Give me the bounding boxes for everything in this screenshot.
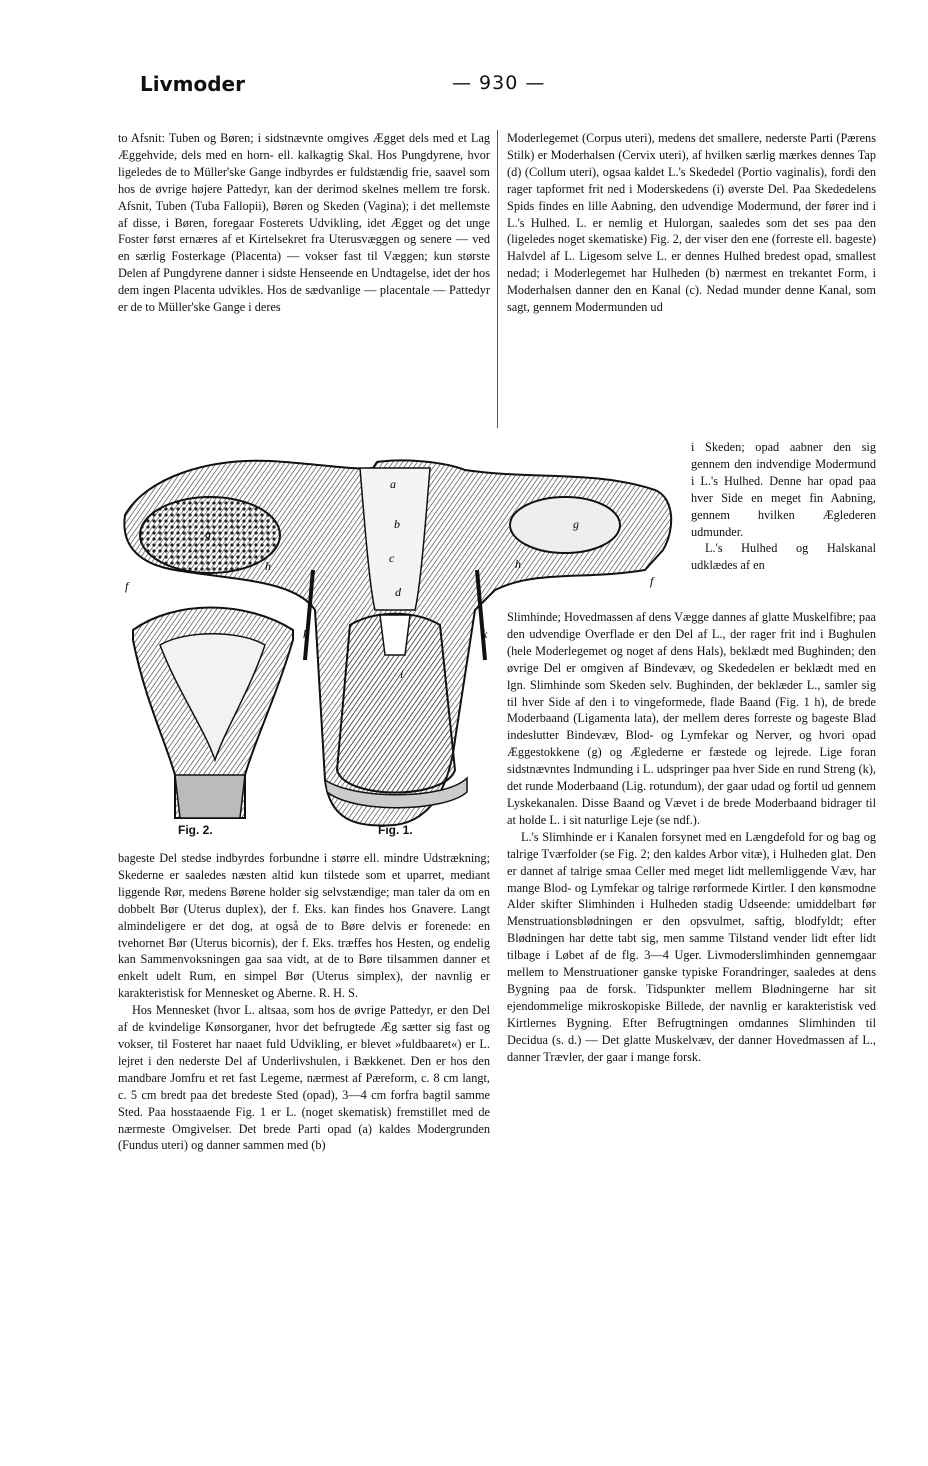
page-number: — 930 — <box>452 72 546 94</box>
paragraph: Hos Mennesket (hvor L. altsaa, som hos de øvrige Pattedyr, er den Del af de kvindelige Kønsorganer, hvor det befrugtede Æg sætter sig fast og vokser, til Fosteret har naaet fuld Udvikling, er blevet »fuldbaaret«) er L. lejret i den nederste Del af Underlivshulen, i Bækkenet. Den er hos den mandbare Jomfru et ret fast Legeme, nærmest af Pæreform, c. 8 cm langt, c. 5 cm bredt paa det bredeste Sted (opad), 3—4 cm forfra bagtil samme Sted. Paa hosstaaende Fig. 1 er L. (noget skematisk) fremstillet med de nærmeste Omgivelser. Det brede Parti opad (a) kaldes Modergrunden (Fundus uteri) og danner sammen med (b) <box>118 1003 490 1153</box>
paragraph: Moderlegemet (Corpus uteri), medens det smallere, nederste Parti (Pærens Stilk) er Moderhalsen (Cervix uteri), af hvilken særlig mærkes dennes Tap (d) (Collum uteri), ogsaa kaldet L.'s Skededel (Portio vaginalis), fordi den rager tapformet frit ned i Moderskedens (i) øverste Del. Paa Skededelens Spids findes en lille Aabning, den udvendige Modermund, der fører ind i L.'s Hulhed. L. er nemlig et Hulorgan, saaledes som det ses paa den (ligeledes noget skematiske) Fig. 2, der viser den ene (forreste ell. bageste) Halvdel af L. Ligesom selve L. er dennes Hulhed bredest opad, smallest nedad; i Moderlegemet har Hulheden (b) nærmest en trekantet Form, i Moderhalsen danner den en Kanal (c). Nedad munder denne Kanal, som sagt, gennem Modermunden ud <box>507 131 876 315</box>
paragraph: to Afsnit: Tuben og Børen; i sidstnævnte omgives Ægget dels med et Lag Æggehvide, dels med en horn- ell. kalkagtig Skal. Hos Pungdyrene, hvor ligeledes de to Müller'ske Gange indbyrdes er fuldstændig frie, saavel som hos de øvrige højere Pattedyr, kan der derimod skelnes mellem tre forsk. Afsnit, Tuben (Tuba Fallopii), Børen og Skeden (Vagina); i det mellemste af disse, i Børen, foregaar Fosterets Udvikling, idet Ægget og det unge Foster først ernæres af et Kirtelsekret fra Uterusvæggen og senere — ved en særlig Fosterkage (Placenta) — vokser fast til Væggen; kun største Delen af Pungdyrene danner i sidste Henseende en Undtagelse, idet der hos dem ingen Placenta udvikles. Hos de sædvanlige — placentale — Pattedyr er de to Müller'ske Gange i deres <box>118 131 490 315</box>
label-h-left: h <box>265 559 271 573</box>
paragraph: i Skeden; opad aabner den sig gennem den indvendige Modermund i L.'s Hulhed. Denne har opad paa hver Side en meget fin Aabning, gennem hvilken Æglederen udmunder. <box>691 440 876 539</box>
right-column-beside-figure <box>691 439 876 574</box>
label-f-left: f <box>125 579 129 593</box>
left-column-bottom <box>118 850 490 1154</box>
label-h-right: h <box>515 557 521 571</box>
fig2-caption: Fig. 2. <box>178 823 213 837</box>
paragraph: L.'s Slimhinde er i Kanalen forsynet med en Længdefold for og bag og talrige Tværfolder (se Fig. 2; den kaldes Arbor vitæ), i Hulheden glat. Den er dannet af talrige smaa Celler med meget lidt mellemliggende Væv, har mange Blod- og Lymfekar og talrige rørformede Kirtler. I den kønsmodne Alder skifter Slimhinden i Hulheden stadig Udseende: umiddelbart før Menstruationsblødningen er den opsvulmet, saftig, blodfyldt; efter Blødningen har dette tabt sig, men samme Tilstand vender lidt efter lidt tilbage i Løbet af de flg. 3—4 Uger. Livmoderslimhinden gennemgaar mellem to Menstruationer ganske typiske Forandringer, saaledes at dens Bygning paa de forsk. Tidspunkter mellem Blødningerne har sit ejendommelige mikroskopiske Billede, der navnlig er karakteristisk ved Kirtlernes Bygning. Efter Befrugtningen omdannes Slimhinden til Decidua (s. d.) — Det glatte Muskelvæv, der danner Hovedmassen af L., danner Trævler, der gaar i mange forsk. <box>507 829 876 1064</box>
fig1-caption: Fig. 1. <box>378 823 413 837</box>
paragraph: L.'s Hulhed og Halskanal udklædes af en <box>691 541 876 573</box>
label-b: b <box>394 517 400 531</box>
label-k-right: k <box>482 627 488 641</box>
left-column-top <box>118 130 490 316</box>
label-a: a <box>390 477 396 491</box>
label-i: i <box>400 667 404 681</box>
column-divider <box>497 130 498 428</box>
right-column-bottom <box>507 609 876 1065</box>
paragraph: Slimhinde; Hovedmassen af dens Vægge dannes af glatte Muskelfibre; paa den udvendige Overflade er den Del af L., der rager frit ind i Bughulen (hele Moderlegemet og noget af dens Hals), beklædt med Bughinden; den øvrige Del er omgiven af Bindevæv, og Skededelen er beklædt med en lgn. Slimhinde som Skeden selv. Bughinden, der beklæder L., samler sig til hver Side af den i to vingeformede, flade Baand (Fig. 1 h), de brede Moderbaand (Ligamenta lata), der mellem deres forreste og bageste Blad indeslutter Bindevæv, Blod- og Lymfekar og Nerver, og hvori opad Æggestokkene (g) og Æglederne er fæstede og lejrede. Lige foran sidstnævntes Indmunding i L. udspringer paa hver Side en rund Streng (k), det runde Moderbaand (Lig. rotundum), der gaar udad og fortil ud gennem Lyskekanalen. Disse Baand og Vævet i de brede Moderbaand bidrager til at holde L. i sit naturlige Leje (se ndf.). <box>507 610 876 827</box>
label-c: c <box>389 551 395 565</box>
paragraph: bageste Del stedse indbyrdes forbundne i større ell. mindre Udstrækning; Skederne er saaledes næsten altid kun tilstede som et uparret, mediant liggende Rør, medens Børene holder sig selvstændige; man taler da om en dobbelt Bør (Uterus duplex), der f. Eks. kan findes hos Gnavere. Langt almindeligere er det dog, at også de to Børe delvis er forenede: en tvehornet Bør (Uterus bicornis), der f. Eks. træffes hos Hesten, og endelig kan Sammenvoksningen gaa saa vidt, at de to Børe tilsammen danner et enkelt udelt Rum, en simpel Bør (Uterus simplex), der navnlig er karakteristisk for Mennesket og Aberne. R. H. S. <box>118 851 490 1001</box>
label-g-right: g <box>573 517 579 531</box>
page-header <box>0 72 928 102</box>
label-g-left: g <box>205 527 211 541</box>
label-f-right: f <box>650 574 654 588</box>
running-title: Livmoder <box>140 72 245 96</box>
right-column-top <box>507 130 876 316</box>
fig2-section-drawing <box>133 608 293 819</box>
label-k-left: k <box>303 627 309 641</box>
label-d: d <box>395 585 401 599</box>
